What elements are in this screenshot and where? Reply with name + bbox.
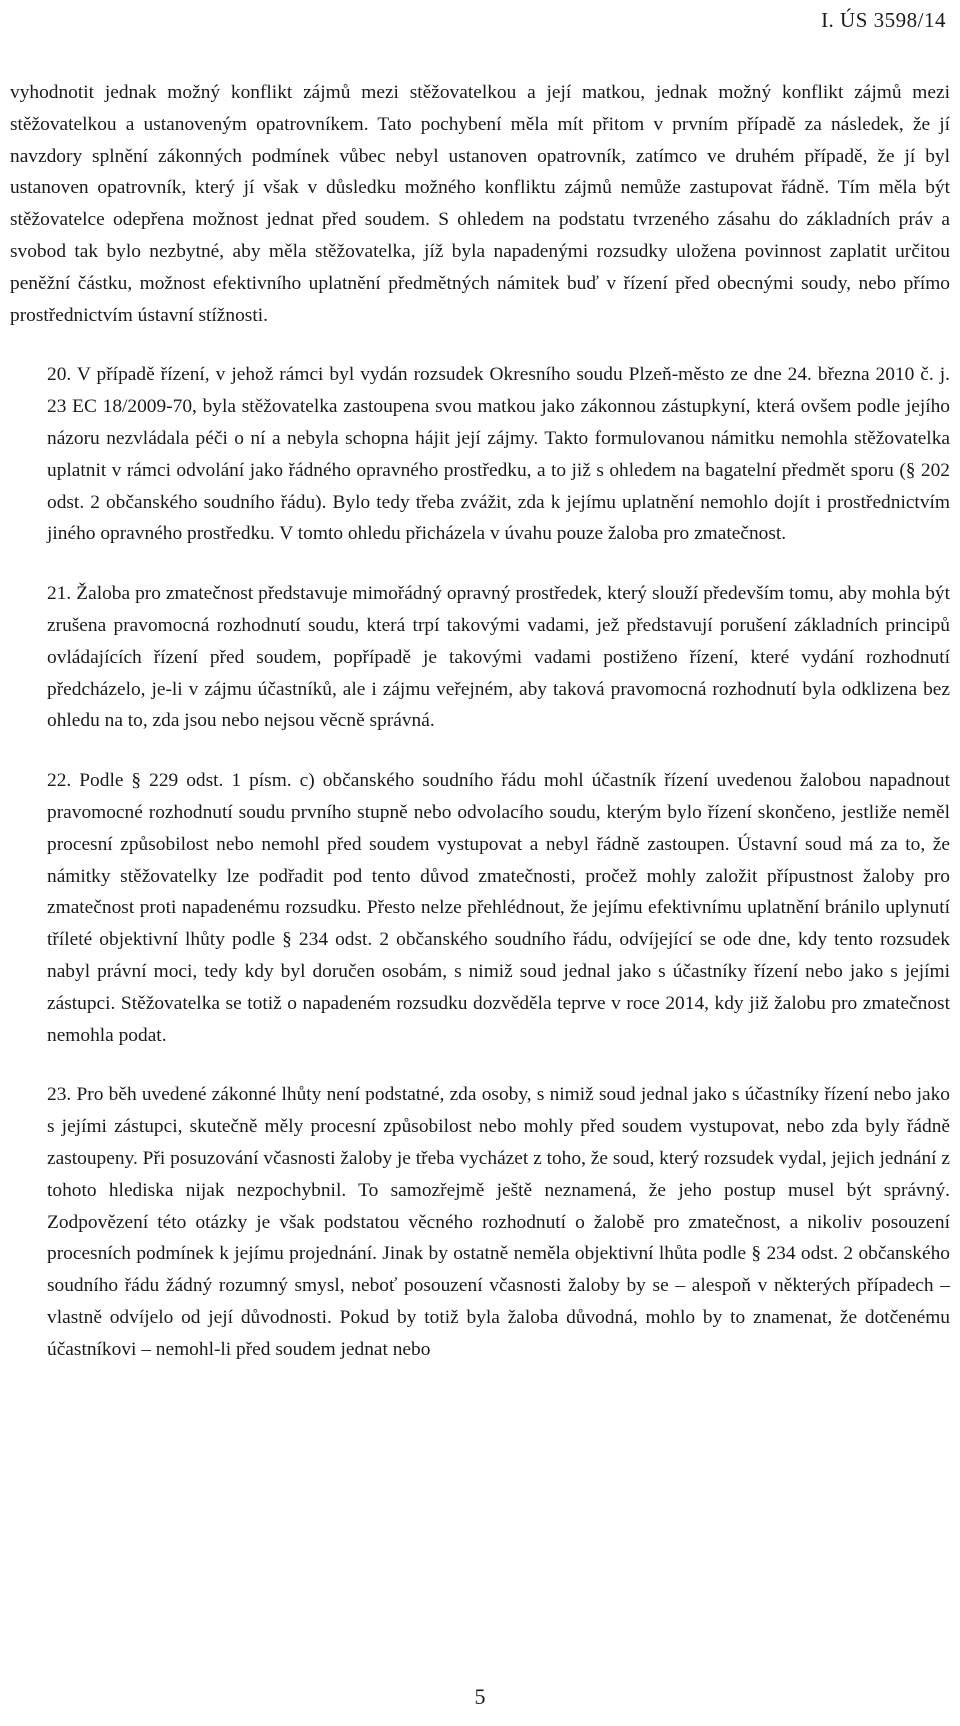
paragraph-text: vyhodnotit jednak možný konflikt zájmů mezi stěžovatelkou a její matkou, jednak možný konflikt zájmů mezi stěžovatelkou a ustanoveným opatrovníkem. Tato pochybení měla mít přitom v prvním případě za následek, že jí navzdory splnění zákonných podmínek vůbec nebyl ustanoven opatrovník, zatímco ve druhém případě, že jí byl ustanoven opatrovník, který jí však v důsledku možného konfliktu zájmů nemůže zastupovat řádně. Tím měla být stěžovatelce odepřena možnost jednat před soudem. S ohledem na podstatu tvrzeného zásahu do základních práv a svobod tak bylo nezbytné, aby měla stěžovatelka, jíž byla napadenými rozsudky uložena povinnost zaplatit určitou peněžní částku, možnost efektivního uplatnění předmětných námitek buď v řízení před obecnými soudy, nebo přímo prostřednictvím ústavní stížnosti. xyxy=(10,82,950,326)
paragraph-number: 20. xyxy=(47,364,72,386)
paragraph-text: Žaloba pro zmatečnost představuje mimořádný opravný prostředek, který slouží především tomu, aby mohla být zrušena pravomocná rozhodnutí soudu, která trpí takovými vadami, jež představují porušení základních principů ovládajících řízení před soudem, popřípadě je takovými vadami postiženo řízení, které vydání rozhodnutí předcházelo, je-li v zájmu účastníků, ale i zájmu veřejném, aby taková pravomocná rozhodnutí byla odklizena bez ohledu na to, zda jsou nebo nejsou věcně správná. xyxy=(47,583,950,732)
paragraph-23 xyxy=(10,1079,950,1365)
paragraph-20 xyxy=(10,359,950,550)
paragraph-number: 23. xyxy=(47,1084,72,1106)
document-body xyxy=(10,77,950,1365)
paragraph-22 xyxy=(10,765,950,1051)
page-number: 5 xyxy=(474,1684,486,1709)
paragraph-text: Podle § 229 odst. 1 písm. c) občanského soudního řádu mohl účastník řízení uvedenou žalobou napadnout pravomocné rozhodnutí soudu prvního stupně nebo odvolacího soudu, kterým bylo řízení skončeno, jestliže neměl procesní způsobilost nebo nemohl před soudem vystupovat a nebyl řádně zastoupen. Ústavní soud má za to, že námitky stěžovatelky lze podřadit pod tento důvod zmatečnosti, pročež mohly založit přípustnost žaloby pro zmatečnost proti napadenému rozsudku. Přesto nelze přehlédnout, že jejímu efektivnímu uplatnění bránilo uplynutí tříleté objektivní lhůty podle § 234 odst. 2 občanského soudního řádu, odvíjející se ode dne, kdy tento rozsudek nabyl právní moci, tedy kdy byl doručen osobám, s nimiž soud jednal jako s účastníky řízení nebo jako s jejími zástupci. Stěžovatelka se totiž o napadeném rozsudku dozvěděla teprve v roce 2014, kdy již žalobu pro zmatečnost nemohla podat. xyxy=(47,770,950,1046)
paragraph-21 xyxy=(10,578,950,737)
paragraph-continued xyxy=(10,77,950,331)
paragraph-number: 21. xyxy=(47,583,72,605)
paragraph-text: Pro běh uvedené zákonné lhůty není podstatné, zda osoby, s nimiž soud jednal jako s účastníky řízení nebo jako s jejími zástupci, skutečně měly procesní způsobilost nebo mohly před soudem vystupovat, nebo zda byly řádně zastoupeny. Při posuzování včasnosti žaloby je třeba vycházet z toho, že soud, který rozsudek vydal, jejich jednání z tohoto hlediska nijak nezpochybnil. To samozřejmě ještě neznamená, že jeho postup musel být správný. Zodpovězení této otázky je však podstatou věcného rozhodnutí o žalobě pro zmatečnost, a nikoliv posouzení procesních podmínek k jejímu projednání. Jinak by ostatně neměla objektivní lhůta podle § 234 odst. 2 občanského soudního řádu žádný rozumný smysl, neboť posouzení včasnosti žaloby by se – alespoň v některých případech – vlastně odvíjelo od její důvodnosti. Pokud by totiž byla žaloba důvodná, mohlo by to znamenat, že dotčenému účastníkovi – nemohl-li před soudem jednat nebo xyxy=(47,1084,950,1360)
paragraph-number: 22. xyxy=(47,770,72,792)
paragraph-text: V případě řízení, v jehož rámci byl vydán rozsudek Okresního soudu Plzeň-město ze dne 24. března 2010 č. j. 23 EC 18/2009-70, byla stěžovatelka zastoupena svou matkou jako zákonnou zástupkyní, která ovšem podle jejího názoru nezvládala péči o ní a nebyla schopna hájit její zájmy. Takto formulovanou námitku nemohla stěžovatelka uplatnit v rámci odvolání jako řádného opravného prostředku, a to již s ohledem na bagatelní předmět sporu (§ 202 odst. 2 občanského soudního řádu). Bylo tedy třeba zvážit, zda k jejímu uplatnění nemohlo dojít i prostřednictvím jiného opravného prostředku. V tomto ohledu přicházela v úvahu pouze žaloba pro zmatečnost. xyxy=(47,364,950,545)
case-number-header: I. ÚS 3598/14 xyxy=(821,8,946,32)
